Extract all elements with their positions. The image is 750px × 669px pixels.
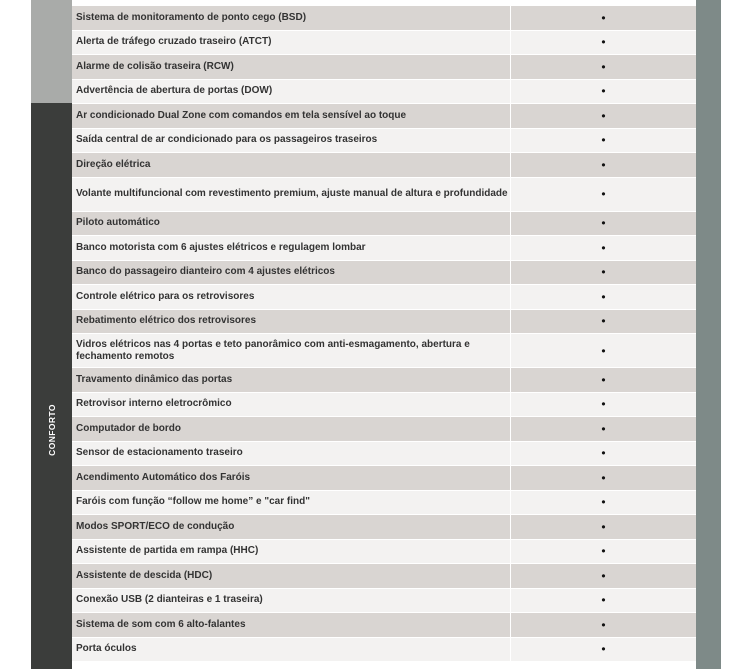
section-label-conforto: CONFORTO xyxy=(47,404,57,456)
right-margin-bar xyxy=(696,0,721,669)
availability-cell xyxy=(510,261,696,285)
feature-label: Modos SPORT/ECO de condução xyxy=(76,520,235,532)
availability-cell xyxy=(510,393,696,417)
feature-label: Piloto automático xyxy=(76,217,160,229)
availability-cell xyxy=(510,285,696,309)
table-row xyxy=(72,129,696,154)
table-row xyxy=(72,540,696,565)
availability-cell xyxy=(510,236,696,260)
availability-bullet: • xyxy=(601,314,606,329)
table-row xyxy=(72,31,696,56)
availability-cell xyxy=(510,104,696,128)
feature-label: Ar condicionado Dual Zone com comandos em tela sensível ao toque xyxy=(76,109,407,121)
availability-bullet: • xyxy=(601,343,606,358)
table-row xyxy=(72,638,696,663)
table-row xyxy=(72,55,696,80)
availability-cell xyxy=(510,564,696,588)
availability-cell xyxy=(510,368,696,392)
feature-label: Sensor de estacionamento traseiro xyxy=(76,447,243,459)
feature-label: Sistema de som com 6 alto-falantes xyxy=(76,618,246,630)
availability-cell xyxy=(510,31,696,55)
availability-bullet: • xyxy=(601,397,606,412)
feature-label: Assistente de descida (HDC) xyxy=(76,569,213,581)
table-row xyxy=(72,491,696,516)
availability-bullet: • xyxy=(601,35,606,50)
category-sidebar xyxy=(31,0,72,669)
category-block-conforto xyxy=(31,103,72,669)
feature-label: Conexão USB (2 dianteiras e 1 traseira) xyxy=(76,594,263,606)
feature-label: Assistente de partida em rampa (HHC) xyxy=(76,545,259,557)
availability-cell xyxy=(510,129,696,153)
availability-bullet: • xyxy=(601,59,606,74)
availability-bullet: • xyxy=(601,10,606,25)
table-row xyxy=(72,80,696,105)
table-row xyxy=(72,393,696,418)
availability-bullet: • xyxy=(601,216,606,231)
availability-cell xyxy=(510,310,696,334)
availability-bullet: • xyxy=(601,519,606,534)
availability-bullet: • xyxy=(601,108,606,123)
table-row xyxy=(72,334,696,368)
availability-bullet: • xyxy=(601,593,606,608)
availability-cell xyxy=(510,515,696,539)
availability-bullet: • xyxy=(601,265,606,280)
feature-label: Sistema de monitoramento de ponto cego (BSD) xyxy=(76,11,307,23)
table-row xyxy=(72,368,696,393)
table-row xyxy=(72,104,696,129)
feature-label: Travamento dinâmico das portas xyxy=(76,373,233,385)
availability-bullet: • xyxy=(601,642,606,657)
feature-label: Banco motorista com 6 ajustes elétricos e regulagem lombar xyxy=(76,241,366,253)
availability-bullet: • xyxy=(601,157,606,172)
category-block-previous xyxy=(31,0,72,103)
availability-cell xyxy=(510,6,696,30)
feature-label: Faróis com função “follow me home” e "car find" xyxy=(76,496,310,508)
feature-label: Alerta de tráfego cruzado traseiro (ATCT) xyxy=(76,36,272,48)
feature-label: Computador de bordo xyxy=(76,422,181,434)
availability-bullet: • xyxy=(601,495,606,510)
table-row xyxy=(72,310,696,335)
table-row xyxy=(72,589,696,614)
availability-cell xyxy=(510,491,696,515)
availability-bullet: • xyxy=(601,470,606,485)
availability-bullet: • xyxy=(601,617,606,632)
availability-cell xyxy=(510,613,696,637)
availability-bullet: • xyxy=(601,372,606,387)
availability-cell xyxy=(510,417,696,441)
feature-label: Alarme de colisão traseira (RCW) xyxy=(76,60,234,72)
availability-bullet: • xyxy=(601,421,606,436)
availability-cell xyxy=(510,212,696,236)
table-row xyxy=(72,261,696,286)
availability-bullet: • xyxy=(601,187,606,201)
availability-bullet: • xyxy=(601,289,606,304)
feature-label: Vidros elétricos nas 4 portas e teto panorâmico com anti-esmagamento, abertura e fechamento remotos xyxy=(76,338,470,362)
availability-bullet: • xyxy=(601,568,606,583)
table-row xyxy=(72,212,696,237)
table-row xyxy=(72,6,696,31)
table-row xyxy=(72,515,696,540)
feature-label: Volante multifuncional com revestimento premium, ajuste manual de altura e profundidade xyxy=(76,188,508,199)
availability-cell xyxy=(510,466,696,490)
spec-table xyxy=(72,6,696,662)
feature-label: Banco do passageiro dianteiro com 4 ajustes elétricos xyxy=(76,266,335,278)
availability-cell xyxy=(510,153,696,177)
availability-bullet: • xyxy=(601,84,606,99)
table-row xyxy=(72,178,696,212)
feature-label: Retrovisor interno eletrocrômico xyxy=(76,398,232,410)
feature-label: Porta óculos xyxy=(76,643,137,655)
table-row xyxy=(72,613,696,638)
feature-label: Direção elétrica xyxy=(76,158,151,170)
feature-label: Acendimento Automático dos Faróis xyxy=(76,471,251,483)
availability-cell xyxy=(510,55,696,79)
table-row xyxy=(72,466,696,491)
feature-label: Saída central de ar condicionado para os passageiros traseiros xyxy=(76,134,378,146)
table-row xyxy=(72,417,696,442)
availability-bullet: • xyxy=(601,133,606,148)
table-row xyxy=(72,564,696,589)
availability-cell xyxy=(510,638,696,662)
availability-cell xyxy=(510,442,696,466)
table-row xyxy=(72,442,696,467)
availability-cell xyxy=(510,589,696,613)
table-row xyxy=(72,153,696,178)
availability-bullet: • xyxy=(601,446,606,461)
table-row xyxy=(72,236,696,261)
availability-bullet: • xyxy=(601,240,606,255)
feature-label: Rebatimento elétrico dos retrovisores xyxy=(76,315,257,327)
availability-cell xyxy=(510,334,696,367)
feature-label: Advertência de abertura de portas (DOW) xyxy=(76,85,273,97)
feature-label: Controle elétrico para os retrovisores xyxy=(76,290,255,302)
availability-bullet: • xyxy=(601,544,606,559)
availability-cell xyxy=(510,80,696,104)
availability-cell xyxy=(510,178,696,211)
availability-cell xyxy=(510,540,696,564)
table-row xyxy=(72,285,696,310)
